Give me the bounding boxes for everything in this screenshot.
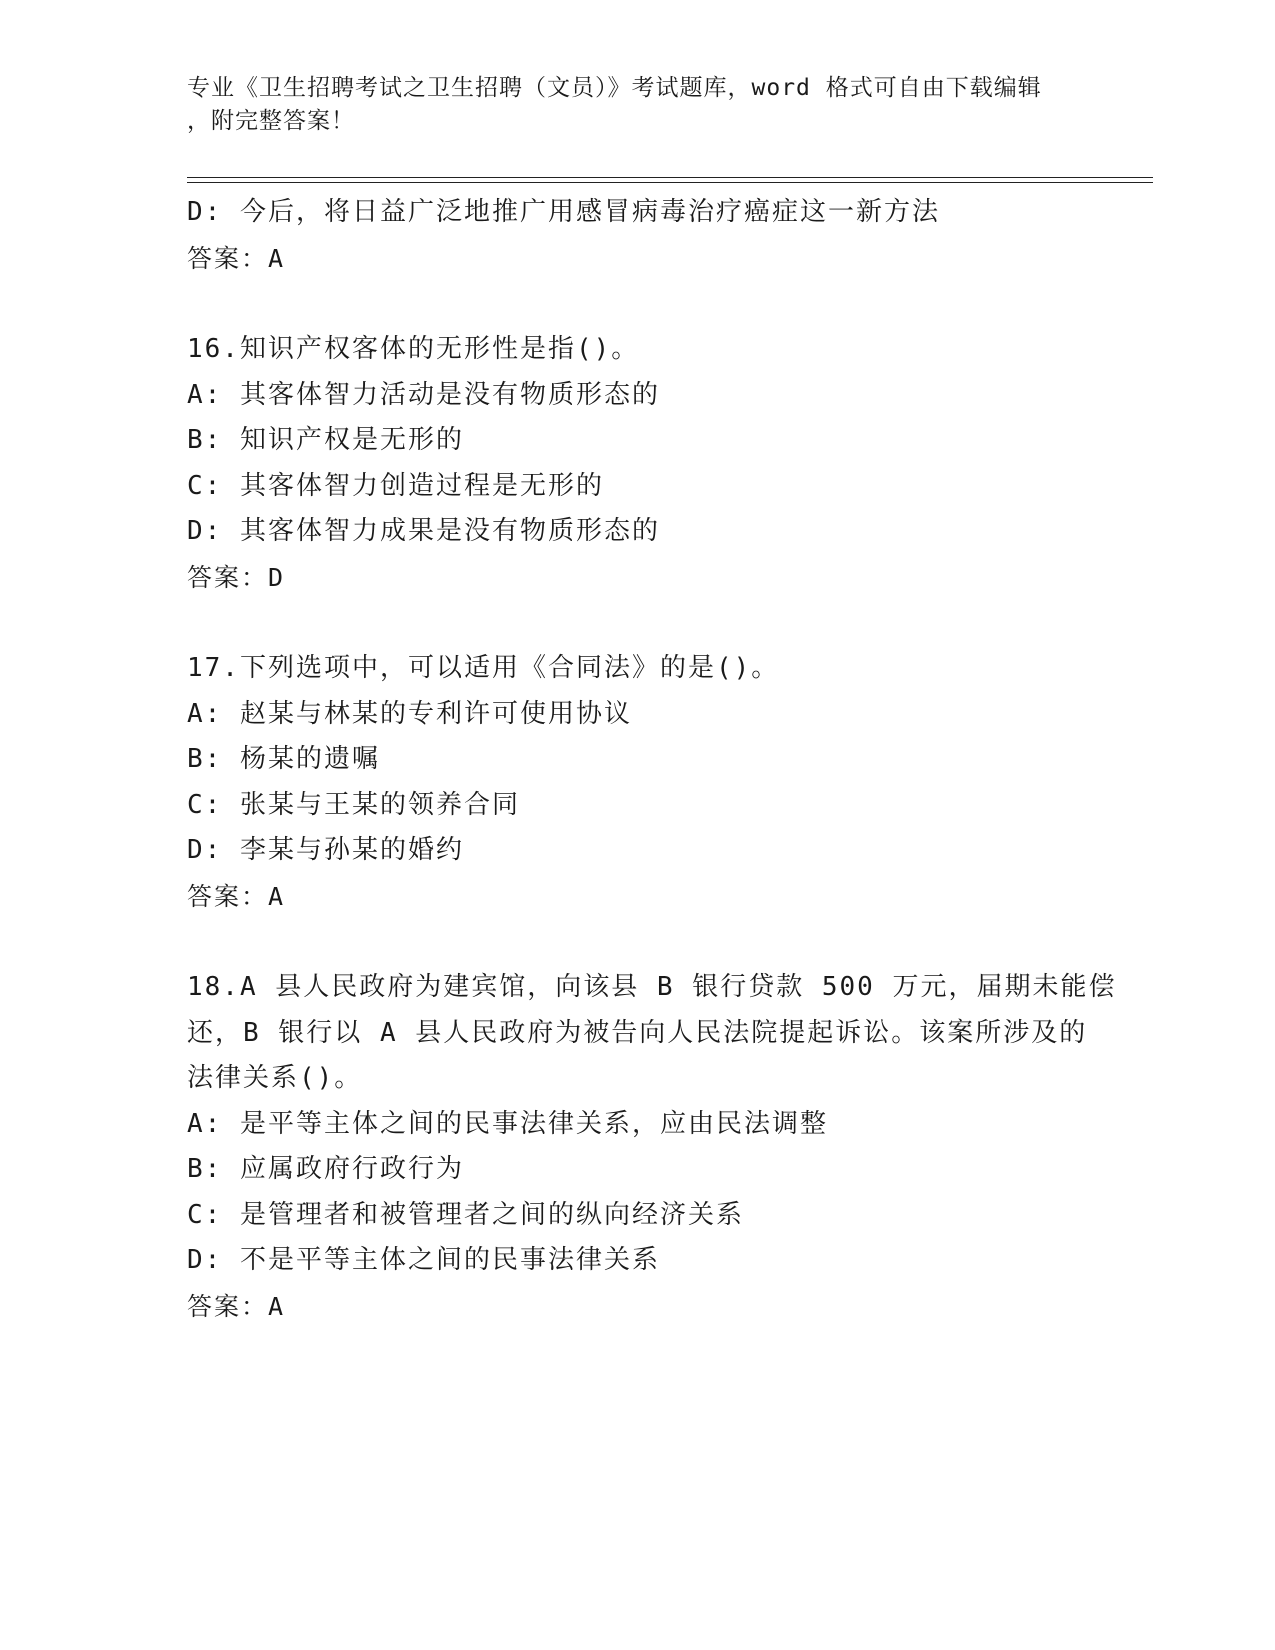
- option-a: A: 其客体智力活动是没有物质形态的: [187, 379, 660, 410]
- document-header: [187, 72, 1087, 138]
- question-stem-line-2: 还，B 银行以 A 县人民政府为被告向人民法院提起诉讼。该案所涉及的: [187, 1017, 1088, 1048]
- question-16: [187, 327, 1087, 600]
- answer-label: 答案：: [187, 562, 269, 592]
- option-d: D: 今后，将日益广泛地推广用感冒病毒治疗癌症这一新方法: [187, 197, 940, 227]
- answer-label: 答案：: [187, 881, 269, 911]
- prev-question: [187, 190, 1087, 281]
- question-stem-line-3: 法律关系()。: [187, 1063, 363, 1093]
- option-c: C: 张某与王某的领养合同: [187, 789, 520, 820]
- answer-value: D: [268, 562, 286, 592]
- answer-value: A: [268, 243, 286, 273]
- answer-line: [187, 1284, 1087, 1330]
- question-stem: 17.下列选项中，可以适用《合同法》的是()。: [187, 653, 780, 683]
- answer-line: [187, 874, 1087, 920]
- option-d: D: 不是平等主体之间的民事法律关系: [187, 1245, 660, 1275]
- header-rule-top: [187, 177, 1153, 178]
- option-b: B: 知识产权是无形的: [187, 425, 464, 455]
- option-c: C: 是管理者和被管理者之间的纵向经济关系: [187, 1199, 744, 1230]
- option-b: B: 应属政府行政行为: [187, 1154, 464, 1184]
- answer-value: A: [268, 881, 286, 911]
- option-d: D: 李某与孙某的婚约: [187, 835, 464, 865]
- question-stem-line-1: 18.A 县人民政府为建宾馆，向该县 B 银行贷款 500 万元，届期未能偿: [187, 972, 1117, 1002]
- question-list: [187, 190, 1117, 1329]
- option-a: A: 是平等主体之间的民事法律关系，应由民法调整: [187, 1108, 828, 1139]
- answer-value: A: [268, 1291, 286, 1321]
- header-rule-bottom: [187, 182, 1153, 183]
- option-d: D: 其客体智力成果是没有物质形态的: [187, 516, 660, 546]
- option-a: A: 赵某与林某的专利许可使用协议: [187, 698, 632, 729]
- header-line-2: ，附完整答案！: [187, 108, 355, 134]
- answer-line: [187, 236, 1087, 282]
- option-c: C: 其客体智力创造过程是无形的: [187, 470, 604, 501]
- question-18: [187, 965, 1117, 1329]
- question-17: [187, 646, 1087, 919]
- answer-line: [187, 555, 1087, 601]
- answer-label: 答案：: [187, 243, 269, 273]
- question-stem: 16.知识产权客体的无形性是指()。: [187, 334, 640, 364]
- option-b: B: 杨某的遗嘱: [187, 744, 380, 774]
- answer-label: 答案：: [187, 1291, 269, 1321]
- header-line-1: 专业《卫生招聘考试之卫生招聘（文员）》考试题库，word 格式可自由下载编辑: [187, 75, 1042, 101]
